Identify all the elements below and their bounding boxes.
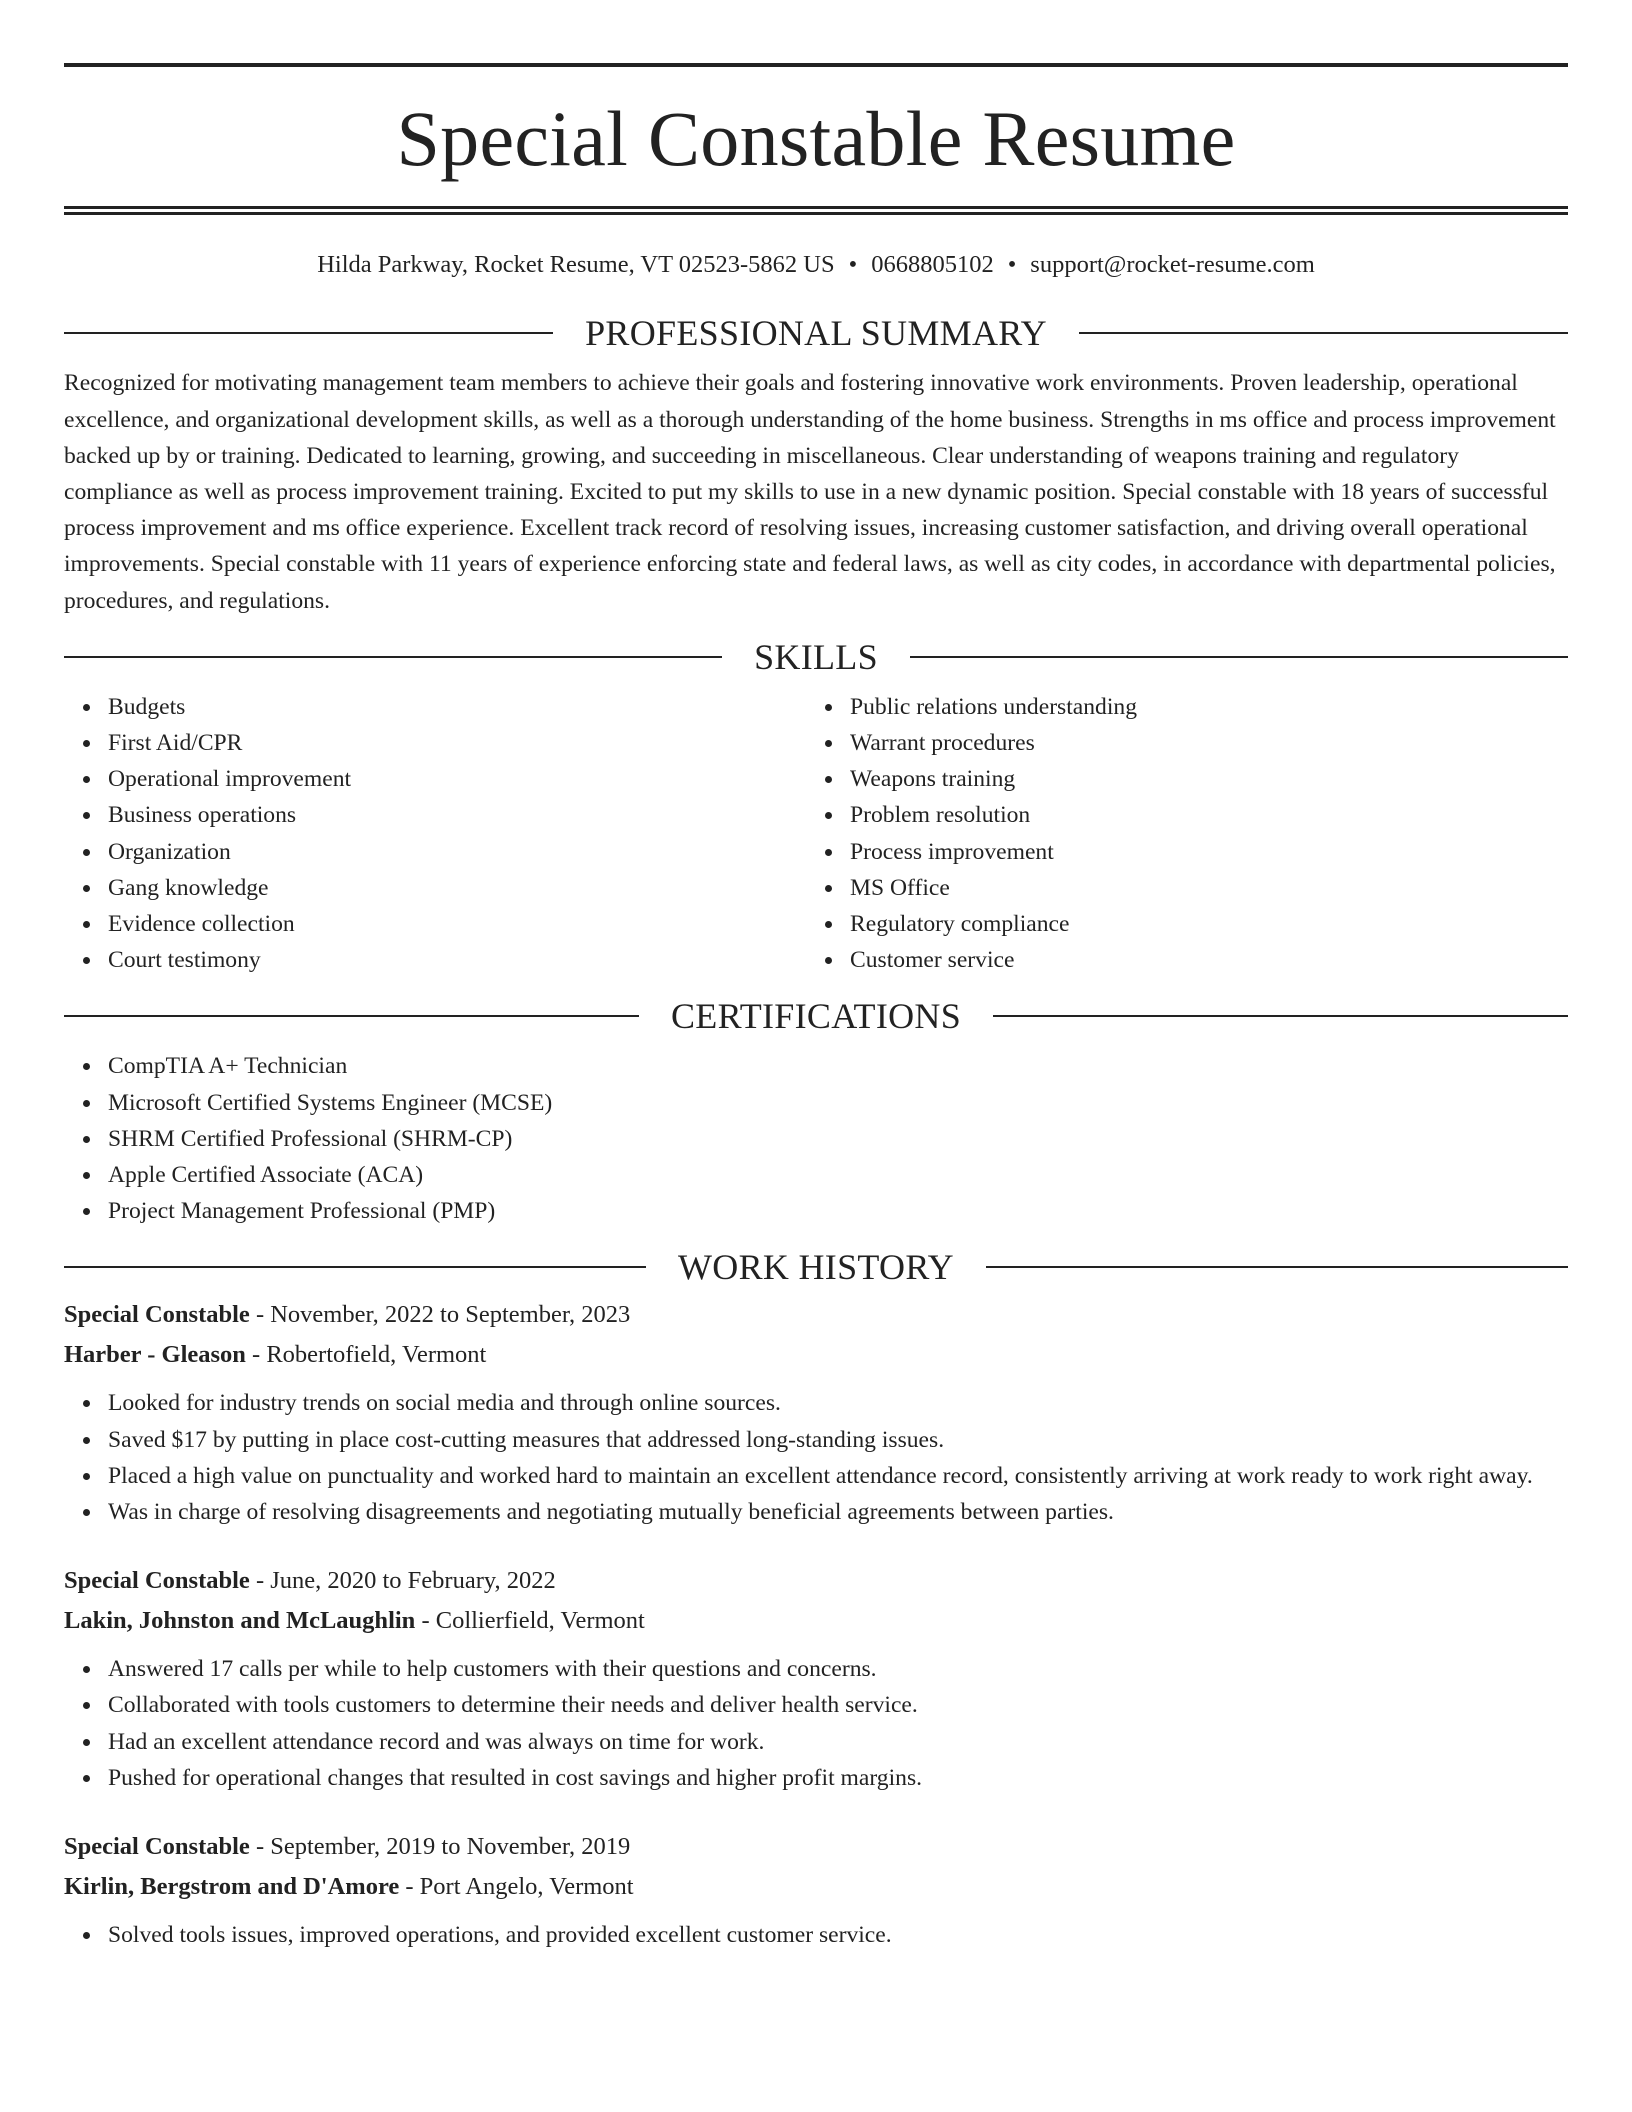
- job-company: Harber - Gleason: [64, 1341, 246, 1369]
- contact-email: support@rocket-resume.com: [1030, 251, 1315, 278]
- skill-item: Budgets: [108, 689, 806, 725]
- heading-rule: [64, 332, 553, 334]
- job-dates: - September, 2019 to November, 2019: [249, 1833, 631, 1861]
- heading-rule: [986, 1266, 1568, 1268]
- job-title-line: [64, 1827, 1568, 1867]
- resume-title: Special Constable Resume: [396, 95, 1236, 182]
- skill-item: First Aid/CPR: [108, 725, 806, 761]
- summary-heading: [64, 313, 1568, 354]
- job-duties-list: [64, 1651, 1568, 1796]
- heading-rule: [64, 1015, 639, 1017]
- heading-rule: [910, 656, 1568, 658]
- job-company-line: [64, 1867, 1568, 1907]
- job-duties-list: [64, 1917, 1568, 1953]
- job-duty-item: Placed a high value on punctuality and worked hard to maintain an excellent attendance record, consistently arriving at work ready to work right away.: [108, 1458, 1568, 1494]
- certifications-heading: [64, 996, 1568, 1037]
- certification-item: Microsoft Certified Systems Engineer (MCSE): [108, 1085, 1568, 1121]
- heading-rule: [993, 1015, 1568, 1017]
- job-duty-item: Looked for industry trends on social media and through online sources.: [108, 1385, 1568, 1421]
- skill-item: Operational improvement: [108, 761, 806, 797]
- work-history-heading-label: WORK HISTORY: [678, 1247, 954, 1288]
- certification-item: Project Management Professional (PMP): [108, 1193, 1568, 1229]
- skill-item: Process improvement: [850, 834, 1548, 870]
- job-company: Lakin, Johnston and McLaughlin: [64, 1607, 416, 1635]
- certification-item: SHRM Certified Professional (SHRM-CP): [108, 1121, 1568, 1157]
- job-title: Special Constable: [64, 1301, 250, 1329]
- job-duties-list: [64, 1385, 1568, 1530]
- work-history-heading: [64, 1247, 1568, 1288]
- job-duty-item: Was in charge of resolving disagreements and negotiating mutually beneficial agreements between parties.: [108, 1494, 1568, 1530]
- skill-item: Problem resolution: [850, 797, 1548, 833]
- heading-rule: [1079, 332, 1568, 334]
- skills-heading-label: SKILLS: [754, 636, 878, 677]
- skills-column-right: [806, 689, 1548, 979]
- skill-item: Customer service: [850, 942, 1548, 978]
- skills-heading: [64, 636, 1568, 677]
- skill-item: MS Office: [850, 870, 1548, 906]
- top-rule: [64, 63, 1568, 67]
- skill-item: Evidence collection: [108, 906, 806, 942]
- summary-heading-label: PROFESSIONAL SUMMARY: [585, 313, 1047, 354]
- heading-rule: [64, 1266, 646, 1268]
- job-duty-item: Saved $17 by putting in place cost-cutting measures that addressed long-standing issues.: [108, 1422, 1568, 1458]
- skill-item: Public relations understanding: [850, 689, 1548, 725]
- job-location: - Collierfield, Vermont: [415, 1607, 645, 1635]
- contact-separator: •: [848, 251, 858, 278]
- summary-text: Recognized for motivating management team members to achieve their goals and fostering innovative work environments. Proven leadership, operational excellence, and organizational development skills, as well as a thorough understanding of the home business. Strengths in ms office and process improvement backed up by or training. Dedicated to learning, growing, and succeeding in miscellaneous. Clear understanding of weapons training and regulatory compliance as well as process improvement training. Excited to put my skills to use in a new dynamic position. Special constable with 18 years of successful process improvement and ms office experience. Excellent track record of resolving issues, increasing customer satisfaction, and driving overall operational improvements. Special constable with 11 years of experience enforcing state and federal laws, as well as city codes, in accordance with departmental policies, procedures, and regulations.: [64, 370, 1556, 614]
- certification-item: CompTIA A+ Technician: [108, 1048, 1568, 1084]
- job-dates: - June, 2020 to February, 2022: [249, 1567, 556, 1595]
- certifications-list: [64, 1048, 1568, 1229]
- job-duty-item: Pushed for operational changes that resulted in cost savings and higher profit margins.: [108, 1760, 1568, 1796]
- skill-item: Regulatory compliance: [850, 906, 1548, 942]
- heading-rule: [64, 656, 722, 658]
- job-company-line: [64, 1335, 1568, 1375]
- skill-item: Weapons training: [850, 761, 1548, 797]
- skills-list: [64, 689, 1568, 979]
- contact-address: Hilda Parkway, Rocket Resume, VT 02523-5862 US: [317, 251, 835, 278]
- contact-line: [64, 250, 1568, 279]
- job-title-line: [64, 1561, 1568, 1601]
- certification-item: Apple Certified Associate (ACA): [108, 1157, 1568, 1193]
- job-duty-item: Answered 17 calls per while to help customers with their questions and concerns.: [108, 1651, 1568, 1687]
- skills-column-left: [64, 689, 806, 979]
- skill-item: Gang knowledge: [108, 870, 806, 906]
- job-title: Special Constable: [64, 1567, 250, 1595]
- title-double-rule: [64, 206, 1568, 215]
- job-location: - Port Angelo, Vermont: [399, 1873, 634, 1901]
- job-entry: [64, 1827, 1568, 1953]
- job-entry: [64, 1295, 1568, 1530]
- job-duty-item: Had an excellent attendance record and was always on time for work.: [108, 1724, 1568, 1760]
- job-title: Special Constable: [64, 1833, 250, 1861]
- job-location: - Robertofield, Vermont: [245, 1341, 487, 1369]
- skill-item: Organization: [108, 834, 806, 870]
- skill-item: Warrant procedures: [850, 725, 1548, 761]
- contact-phone: 0668805102: [871, 251, 994, 278]
- job-entry: [64, 1561, 1568, 1796]
- skill-item: Court testimony: [108, 942, 806, 978]
- job-dates: - November, 2022 to September, 2023: [249, 1301, 631, 1329]
- job-company-line: [64, 1601, 1568, 1641]
- skill-item: Business operations: [108, 797, 806, 833]
- job-duty-item: Solved tools issues, improved operations, and provided excellent customer service.: [108, 1917, 1568, 1953]
- job-company: Kirlin, Bergstrom and D'Amore: [64, 1873, 400, 1901]
- contact-separator: •: [1007, 251, 1017, 278]
- job-duty-item: Collaborated with tools customers to determine their needs and deliver health service.: [108, 1687, 1568, 1723]
- certifications-heading-label: CERTIFICATIONS: [670, 996, 962, 1037]
- job-title-line: [64, 1295, 1568, 1335]
